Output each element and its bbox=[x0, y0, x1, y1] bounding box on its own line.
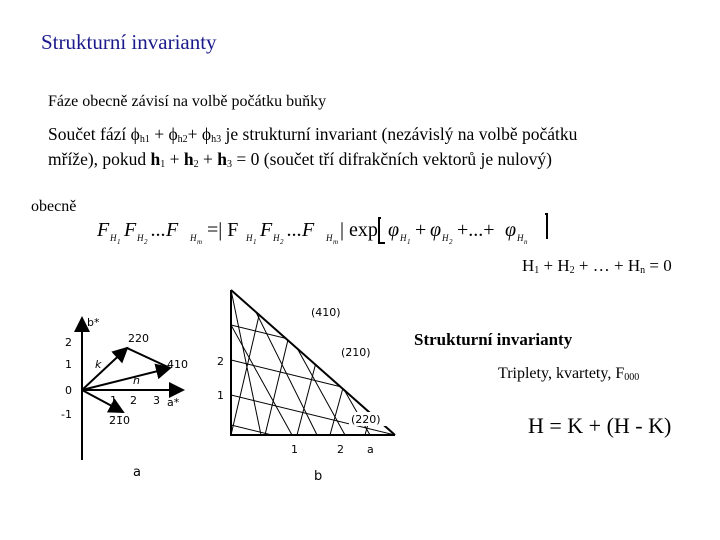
formula-sub: m bbox=[197, 238, 203, 246]
x-tick-label: 2 bbox=[130, 394, 137, 407]
structure-factor-formula bbox=[95, 210, 565, 250]
formula-sub: H bbox=[400, 233, 407, 243]
formula-sub: m bbox=[333, 238, 339, 246]
formula-sub: H bbox=[442, 233, 449, 243]
x-tick-label: 3 bbox=[153, 394, 160, 407]
formula-sub: n bbox=[524, 238, 528, 246]
text: = 0 bbox=[645, 256, 672, 275]
slide-title: Strukturní invarianty bbox=[41, 30, 217, 54]
y-tick-label: 1 bbox=[217, 389, 224, 402]
b-star-label: b* bbox=[87, 316, 100, 329]
text: Součet fází ϕ bbox=[48, 124, 140, 144]
y-tick-label: 1 bbox=[65, 358, 72, 371]
subscript: 1 bbox=[160, 159, 166, 170]
formula-plus-dots: +...+ bbox=[457, 219, 495, 241]
vector-h: h bbox=[183, 149, 194, 169]
formula-exp: exp bbox=[349, 219, 378, 241]
formula-sub: H bbox=[137, 233, 144, 243]
lattice-lines bbox=[211, 290, 405, 465]
plane-label: (220) bbox=[351, 413, 381, 426]
text: je strukturní invariant (nezávislý na volbě počátku bbox=[225, 124, 578, 144]
text: H bbox=[522, 256, 535, 275]
vector-sum-rule bbox=[522, 256, 672, 276]
formula-equals-abs: =| F bbox=[207, 219, 239, 241]
formula-dots-F: ...F bbox=[287, 219, 315, 241]
h-label: h bbox=[133, 374, 140, 387]
text: + … + H bbox=[574, 256, 641, 275]
subscript: 1 bbox=[534, 265, 540, 276]
formula-sub: 1 bbox=[407, 238, 411, 246]
x-tick-label: 2 bbox=[337, 443, 344, 456]
plane-label: (410) bbox=[311, 306, 341, 319]
formula-sub: 2 bbox=[280, 238, 284, 246]
formula-phi: φ bbox=[388, 219, 400, 241]
formula-abs-end: | bbox=[340, 219, 345, 241]
decomposition-formula: H = K + (H - K) bbox=[528, 413, 672, 438]
formula-F: F bbox=[97, 219, 110, 241]
formula-sub: H bbox=[273, 233, 280, 243]
lattice-planes-diagram bbox=[205, 285, 410, 490]
reciprocal-vector-diagram bbox=[55, 312, 195, 487]
a-star-label: a* bbox=[167, 396, 180, 409]
vector-label: 220 bbox=[128, 332, 149, 345]
text: + bbox=[198, 149, 218, 169]
vector-label: 410 bbox=[167, 358, 188, 371]
vector-label: 2̄1̄0 bbox=[109, 414, 130, 427]
k-label: k bbox=[95, 358, 102, 371]
formula-sub: H bbox=[246, 233, 253, 243]
bracket-left-icon bbox=[379, 218, 385, 243]
text: mříže), pokud bbox=[48, 149, 151, 169]
diagram-b-caption: b bbox=[314, 469, 323, 484]
text: = 0 (součet tří difrakčních vektorů je nulový) bbox=[232, 149, 552, 169]
formula-phi: φ bbox=[505, 219, 517, 241]
general-label: obecně bbox=[31, 198, 77, 215]
invariants-heading: Strukturní invarianty bbox=[414, 330, 573, 349]
formula-sub: 1 bbox=[117, 238, 121, 246]
formula-sub: 1 bbox=[253, 238, 257, 246]
formula-F: F bbox=[124, 219, 137, 241]
formula-dots-F: ...F bbox=[151, 219, 179, 241]
formula-phi: φ bbox=[430, 219, 442, 241]
subscript: 2 bbox=[193, 159, 199, 170]
text: + ϕ bbox=[187, 124, 212, 144]
formula-plus: + bbox=[415, 219, 427, 241]
plane-label: (2̄10) bbox=[341, 346, 371, 359]
formula-sub: 2 bbox=[449, 238, 453, 246]
text: Triplety, kvartety, F bbox=[498, 365, 625, 382]
subscript: 000 bbox=[624, 372, 640, 383]
triplets-line bbox=[498, 365, 639, 383]
text: + H bbox=[539, 256, 570, 275]
vector-h: h bbox=[217, 149, 227, 169]
vector-h-minus-k bbox=[127, 348, 170, 368]
formula-sub: 2 bbox=[144, 238, 148, 246]
y-tick-label: 0 bbox=[65, 384, 72, 397]
y-tick-label: -1 bbox=[61, 408, 72, 421]
formula-sub: H bbox=[326, 233, 333, 243]
subtitle: Fáze obecně závisí na volbě počátku buňky bbox=[48, 93, 327, 110]
x-tick-label: 1 bbox=[110, 394, 117, 407]
subscript: 2 bbox=[569, 265, 575, 276]
vector-h: h bbox=[150, 149, 161, 169]
formula-sub: H bbox=[190, 233, 197, 243]
text: + ϕ bbox=[154, 124, 178, 144]
bracket-right-icon bbox=[545, 214, 547, 239]
formula-sub: H bbox=[110, 233, 117, 243]
formula-sub: H bbox=[517, 233, 524, 243]
paragraph-line-2 bbox=[48, 149, 552, 170]
diagram-a-caption: a bbox=[133, 465, 141, 480]
text: + bbox=[165, 149, 184, 169]
formula-F: F bbox=[260, 219, 273, 241]
subscript: h3 bbox=[211, 134, 222, 145]
subscript: 3 bbox=[227, 159, 232, 170]
corner-a-label: a bbox=[367, 443, 374, 456]
subscript: h2 bbox=[177, 134, 188, 145]
paragraph-line-1 bbox=[48, 124, 577, 145]
y-tick-label: 2 bbox=[65, 336, 72, 349]
subscript: n bbox=[640, 265, 646, 276]
x-tick-label: 1 bbox=[291, 443, 298, 456]
y-tick-label: 2 bbox=[217, 355, 224, 368]
subscript: h1 bbox=[139, 134, 150, 145]
